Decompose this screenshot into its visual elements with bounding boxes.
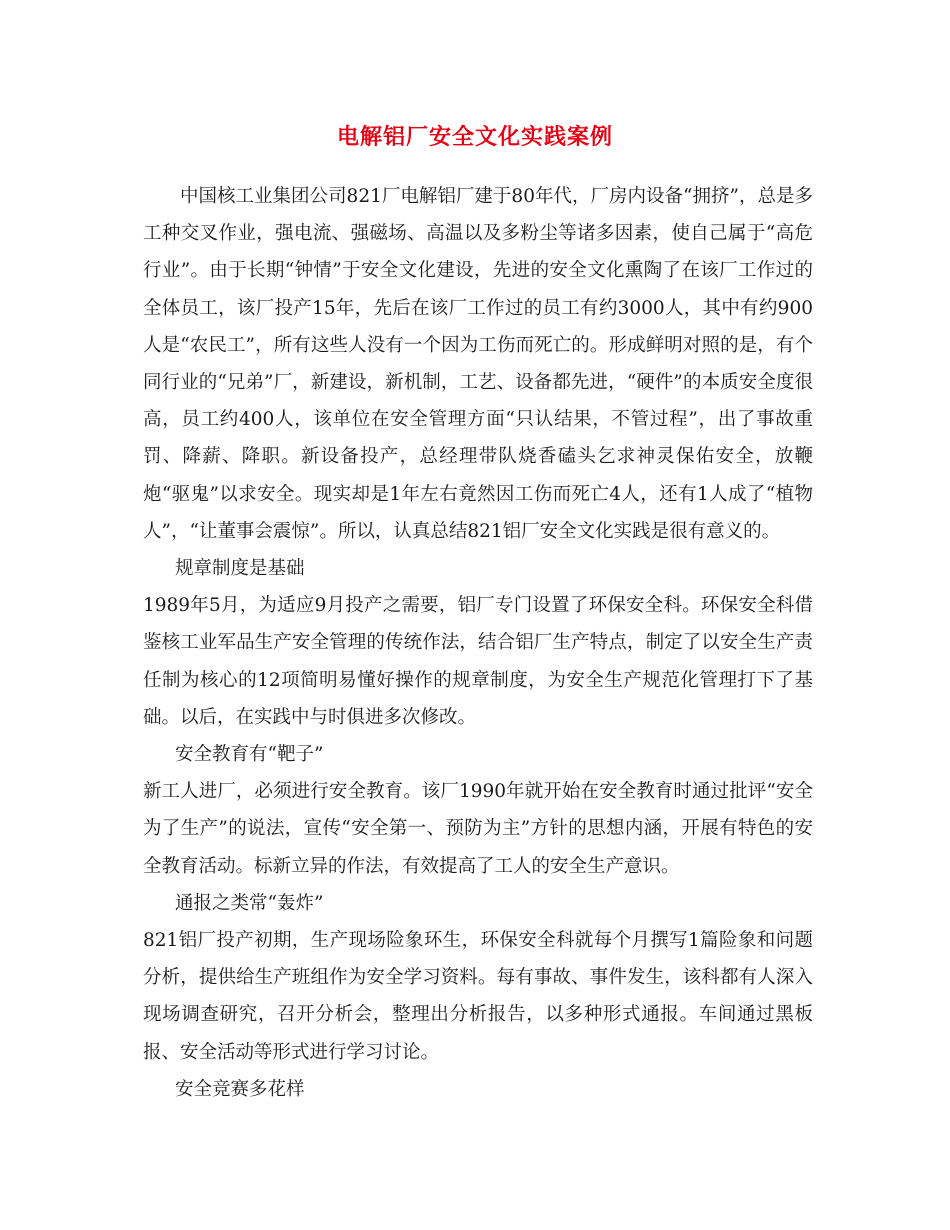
section-heading-bulletins: 通报之类常“轰炸” bbox=[175, 892, 324, 914]
document-body bbox=[143, 178, 813, 1108]
section-text-regulations: 1989年5月，为适应9月投产之需要，铝厂专门设置了环保安全科。环保安全科借鉴核工业军品生产安全管理的传统作法，结合铝厂生产特点，制定了以安全生产责任制为核心的12项简明易懂好操作的规章制度，为安全生产规范化管理打下了基础。以后，在实践中与时俱进多次修改。 bbox=[143, 595, 813, 728]
section-heading-education: 安全教育有“靶子” bbox=[175, 744, 324, 766]
section-text-education: 新工人进厂，必须进行安全教育。该厂1990年就开始在安全教育时通过批评“安全为了生产”的说法，宣传“安全第一、预防为主”方针的思想内涵，开展有特色的安全教育活动。标新立异的作法，有效提高了工人的安全生产意识。 bbox=[143, 781, 813, 877]
section-heading-competitions: 安全竞赛多花样 bbox=[175, 1078, 305, 1100]
intro-paragraph: 中国核工业集团公司821厂电解铝厂建于80年代，厂房内设备“拥挤”，总是多工种交叉作业，强电流、强磁场、高温以及多粉尘等诸多因素，使自己属于“高危行业”。由于长期“钟情”于安全文化建设，先进的安全文化熏陶了在该厂工作过的全体员工，该厂投产15年，先后在该厂工作过的员工有约3000人，其中有约900人是“农民工”，所有这些人没有一个因为工伤而死亡的。形成鲜明对照的是，有个同行业的“兄弟”厂，新建设，新机制，工艺、设备都先进，“硬件”的本质安全度很高，员工约400人，该单位在安全管理方面“只认结果，不管过程”，出了事故重罚、降薪、降职。新设备投产，总经理带队烧香磕头乞求神灵保佑安全，放鞭炮“驱鬼”以求安全。现实却是1年左右竟然因工伤而死亡4人，还有1人成了“植物人”，“让董事会震惊”。所以，认真总结821铝厂安全文化实践是很有意义的。 bbox=[143, 186, 813, 542]
section-text-bulletins: 821铝厂投产初期，生产现场险象环生，环保安全科就每个月撰写1篇险象和问题分析，提供给生产班组作为安全学习资料。每有事故、事件发生，该科都有人深入现场调查研究，召开分析会，整理出分析报告，以多种形式通报。车间通过黑板报、安全活动等形式进行学习讨论。 bbox=[143, 930, 813, 1063]
page-title: 电解铝厂安全文化实践案例 bbox=[336, 125, 613, 150]
section-heading-regulations: 规章制度是基础 bbox=[175, 558, 305, 580]
